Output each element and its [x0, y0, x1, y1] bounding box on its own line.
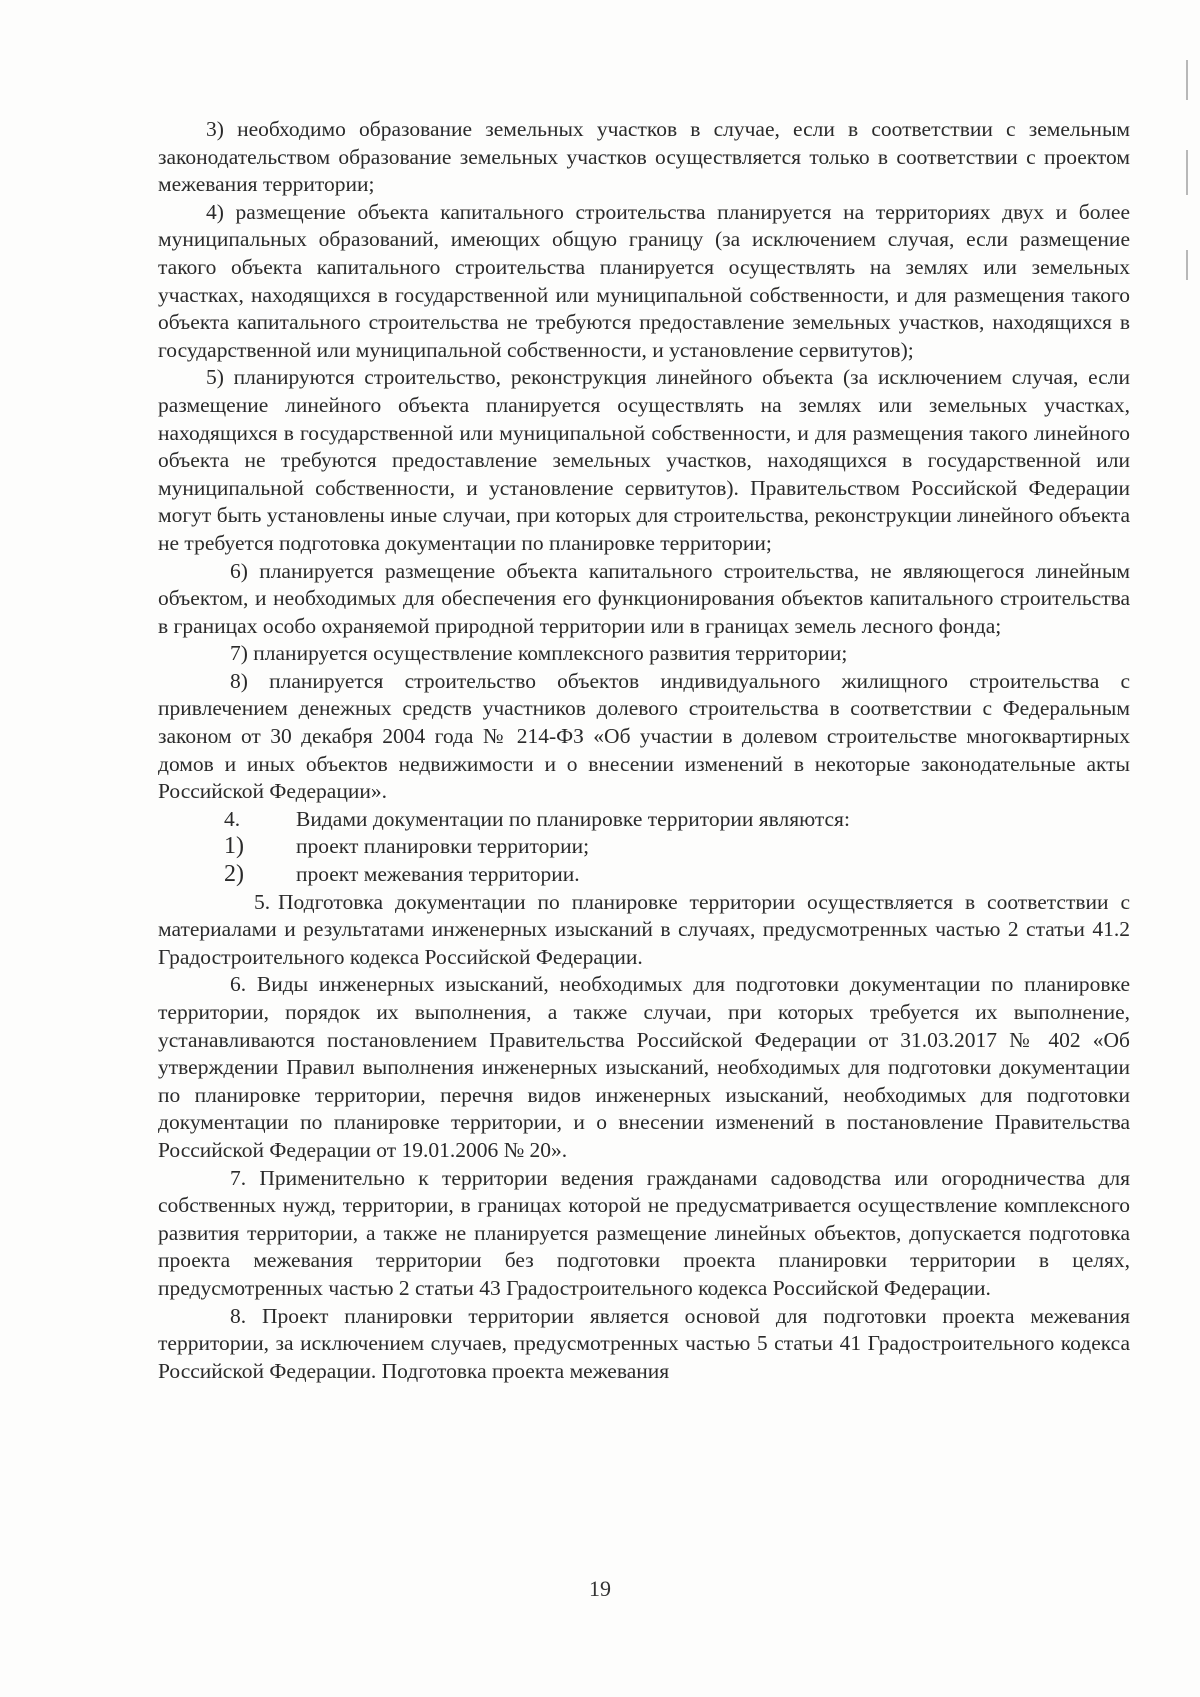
paragraph-item-5: 5) планируются строительство, реконструкция линейного объекта (за исключением случая, если размещение линейного объекта планируется осуществлять на землях или земельных участках, находящихся в государственной или муниципальной собственности, и для размещения такого линейного объекта не требуются предоставление земельных участков, находящихся в государственной или муниципальной собственности, и установление сервитутов). Правительством Российской Федерации могут быть установлены иные случаи, при которых для строительства, реконструкции линейного объекта не требуется подготовка документации по планировке территории; — [158, 365, 1130, 555]
list-text: проект планировки территории; — [296, 834, 590, 859]
paragraph-item-7: 7) планируется осуществление комплексного развития территории; — [230, 641, 848, 666]
paragraph-item-3: 3) необходимо образование земельных участков в случае, если в соответствии с земельным законодательством образование земельных участков осуществляется только в соответствии с проектом межевания территории; — [158, 117, 1130, 197]
section-number: 5. — [254, 889, 271, 914]
scan-edge-mark — [1186, 250, 1188, 280]
paragraph-item-8: 8) планируется строительство объектов индивидуального жилищного строительства с привлечением денежных средств участников долевого строительства в соответствии с Федеральным законом от 30 декабря 2004 года № 214-ФЗ «Об участии в долевом строительстве многоквартирных домов и иных объектов недвижимости и о внесении изменений в некоторые законодательные акты Российской Федерации». — [158, 668, 1130, 804]
list-number: 1) — [224, 833, 244, 860]
section-7: 7. Применительно к территории ведения гражданами садоводства или огородничества для собственных нужд, территории, в границах которой не предусматривается осуществление комплексного развития территории, а также не планируется размещение линейных объектов, допускается подготовка проекта межевания территории без подготовки проекта планировки территории в целях, предусмотренных частью 2 статьи 43 Градостроительного кодекса Российской Федерации. — [158, 1165, 1130, 1300]
paragraph-item-4: 4) размещение объекта капитального строительства планируется на территориях двух и более муниципальных образований, имеющих общую границу (за исключением случая, если размещение такого объекта капитального строительства планируется осуществлять на землях или земельных участках, находящихся в государственной или муниципальной собственности, и для размещения такого объекта капитального строительства не требуются предоставление земельных участков, находящихся в государственной или муниципальной собственности, и установление сервитутов); — [158, 199, 1130, 362]
document-body — [158, 116, 1130, 1385]
list-item-1 — [158, 833, 1130, 861]
section-6: 6. Виды инженерных изысканий, необходимых для подготовки документации по планировке территории, порядок их выполнения, а также случаи, при которых требуется их выполнение, устанавливаются постановлением Правительства Российской Федерации от 31.03.2017 № 402 «Об утверждении Правил выполнения инженерных изысканий, необходимых для подготовки документации по планировке территории, перечня видов инженерных изысканий, необходимых для подготовки документации по планировке территории, и о внесении изменений в постановление Правительства Российской Федерации от 19.01.2006 № 20». — [158, 972, 1130, 1162]
section-text: Подготовка документации по планировке территории осуществляется в соответствии с материалами и результатами инженерных изысканий в случаях, предусмотренных частью 2 статьи 41.2 Градостроительного кодекса Российской Федерации. — [158, 889, 1130, 969]
scan-edge-mark — [1186, 150, 1188, 195]
section-8: 8. Проект планировки территории является основой для подготовки проекта межевания территории, за исключением случаев, предусмотренных частью 5 статьи 41 Градостроительного кодекса Российской Федерации. Подготовка проекта межевания — [158, 1303, 1130, 1383]
section-text: Видами документации по планировке территории являются: — [296, 806, 850, 831]
section-4 — [158, 806, 1130, 834]
section-5 — [158, 889, 1130, 972]
section-number: 4. — [224, 806, 241, 831]
list-item-2 — [158, 861, 1130, 889]
page-number: 19 — [589, 1576, 611, 1601]
scan-edge-mark — [1186, 60, 1188, 100]
paragraph-item-6: 6) планируется размещение объекта капитального строительства, не являющегося линейным объектом, и необходимых для обеспечения его функционирования объектов капитального строительства в границах особо охраняемой природной территории или в границах земель лесного фонда; — [158, 558, 1130, 638]
list-text: проект межевания территории. — [296, 862, 580, 887]
list-number: 2) — [224, 861, 244, 888]
